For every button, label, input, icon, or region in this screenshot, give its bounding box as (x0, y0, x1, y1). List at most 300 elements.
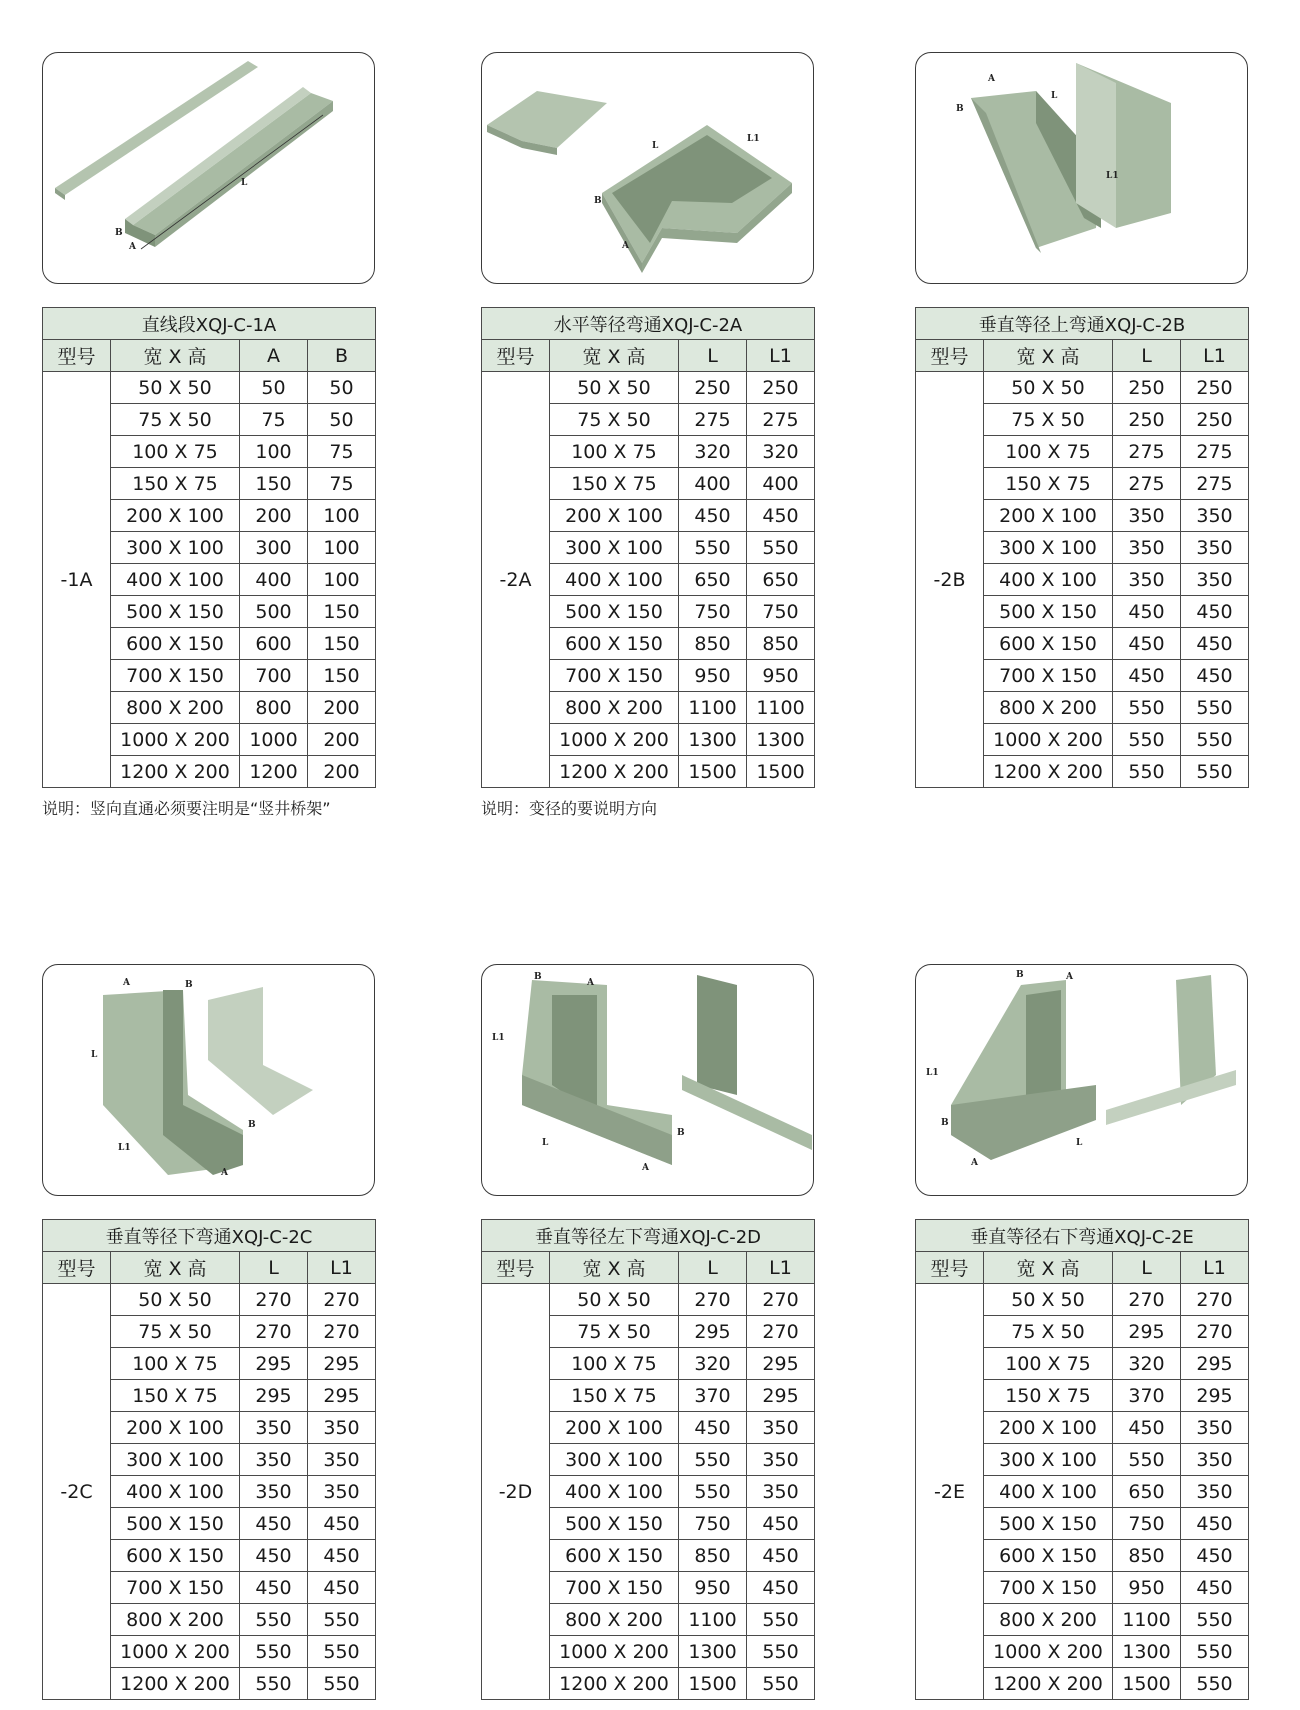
table-cell: 350 (1181, 1476, 1249, 1508)
table-cell: 350 (1181, 500, 1249, 532)
table-cell: 450 (1113, 596, 1181, 628)
table-cell: 150 X 75 (984, 1380, 1113, 1412)
table-cell: 270 (308, 1284, 376, 1316)
spec-table-1a (42, 307, 376, 788)
table-cell: 250 (747, 372, 815, 404)
column-header: 宽 X 高 (984, 340, 1113, 372)
vertical-left-down-elbow-illustration (482, 965, 813, 1195)
dim-label-l1: L1 (926, 1068, 939, 1078)
table-cell: 1300 (679, 724, 747, 756)
table-cell: 1000 X 200 (550, 1636, 679, 1668)
vertical-down-elbow-photo (42, 964, 375, 1196)
table-cell: 370 (1113, 1380, 1181, 1412)
table-cell: 350 (1181, 564, 1249, 596)
table-cell: 600 X 150 (111, 628, 240, 660)
table-cell: 400 X 100 (550, 1476, 679, 1508)
table-cell: 100 (308, 500, 376, 532)
column-header: 型号 (482, 340, 550, 372)
table-cell: 1100 (1113, 1604, 1181, 1636)
dim-label-a: A (622, 241, 629, 251)
table-cell: 50 X 50 (550, 1284, 679, 1316)
dim-label-b: B (956, 104, 964, 114)
table-cell: 295 (1113, 1316, 1181, 1348)
table-cell: 200 (308, 756, 376, 788)
table-cell: 370 (679, 1380, 747, 1412)
table-cell: 270 (1181, 1316, 1249, 1348)
table-cell: 250 (1181, 404, 1249, 436)
table-cell: 350 (1181, 1444, 1249, 1476)
table-cell: 300 X 100 (984, 1444, 1113, 1476)
table-cell: 750 (679, 1508, 747, 1540)
table-cell: 295 (679, 1316, 747, 1348)
table-cell: 350 (747, 1476, 815, 1508)
table-cell: 550 (240, 1604, 308, 1636)
table-row (916, 1284, 1249, 1316)
table-cell: 500 X 150 (550, 596, 679, 628)
table-cell: 550 (679, 1476, 747, 1508)
table-cell: 75 X 50 (550, 404, 679, 436)
table-cell: 450 (240, 1508, 308, 1540)
model-cell: -2E (916, 1284, 984, 1700)
table-cell: 1000 X 200 (550, 724, 679, 756)
table-cell: 200 X 100 (550, 500, 679, 532)
column-header: 宽 X 高 (111, 340, 240, 372)
table-cell: 200 (308, 724, 376, 756)
table-cell: 275 (1113, 468, 1181, 500)
table-cell: 1200 X 200 (111, 1668, 240, 1700)
table-cell: 1300 (679, 1636, 747, 1668)
table-cell: 550 (747, 1668, 815, 1700)
table-cell: 450 (1181, 628, 1249, 660)
straight-tray-illustration (43, 53, 374, 283)
table-cell: 1500 (679, 756, 747, 788)
table-row (482, 372, 815, 404)
table-cell: 150 X 75 (111, 468, 240, 500)
table-cell: 50 X 50 (111, 1284, 240, 1316)
column-header: 型号 (916, 340, 984, 372)
table-cell: 550 (240, 1636, 308, 1668)
table-cell: 100 (308, 532, 376, 564)
table-cell: 1200 X 200 (550, 756, 679, 788)
column-header: L (240, 1252, 308, 1284)
table-cell: 350 (1181, 1412, 1249, 1444)
table-cell: 1000 X 200 (984, 1636, 1113, 1668)
model-cell: -2D (482, 1284, 550, 1700)
product-block-1a (42, 52, 375, 818)
table-cell: 50 X 50 (984, 1284, 1113, 1316)
table-cell: 250 (1113, 404, 1181, 436)
table-cell: 700 X 150 (984, 1572, 1113, 1604)
table-cell: 400 X 100 (111, 1476, 240, 1508)
table-cell: 500 (240, 596, 308, 628)
column-header: 宽 X 高 (550, 1252, 679, 1284)
table-cell: 250 (1181, 372, 1249, 404)
table-cell: 150 (308, 660, 376, 692)
dim-label-b: B (115, 228, 123, 238)
horizontal-elbow-illustration (482, 53, 813, 283)
table-cell: 50 X 50 (984, 372, 1113, 404)
table-cell: 450 (1181, 596, 1249, 628)
dim-label-l: L (1076, 1138, 1083, 1148)
table-cell: 450 (1181, 1572, 1249, 1604)
table-cell: 450 (1113, 628, 1181, 660)
table-cell: 1100 (679, 692, 747, 724)
horizontal-elbow-photo (481, 52, 814, 284)
table-cell: 150 (308, 596, 376, 628)
column-header: L1 (1181, 340, 1249, 372)
table-cell: 295 (747, 1348, 815, 1380)
table-cell: 550 (1181, 724, 1249, 756)
table-cell: 450 (747, 1540, 815, 1572)
table-cell: 75 (308, 436, 376, 468)
dim-label-a: A (971, 1158, 978, 1168)
table-title: 直线段XQJ-C-1A (43, 308, 376, 340)
table-cell: 400 X 100 (550, 564, 679, 596)
model-cell: -2C (43, 1284, 111, 1700)
table-cell: 1500 (747, 756, 815, 788)
dim-label-b: B (677, 1128, 685, 1138)
table-cell: 450 (308, 1508, 376, 1540)
dim-label-a: A (988, 74, 995, 84)
model-cell: -1A (43, 372, 111, 788)
table-cell: 350 (308, 1476, 376, 1508)
table-cell: 275 (1181, 468, 1249, 500)
table-cell: 700 X 150 (984, 660, 1113, 692)
table-cell: 500 X 150 (984, 596, 1113, 628)
table-cell: 100 X 75 (111, 436, 240, 468)
table-cell: 200 X 100 (984, 500, 1113, 532)
dim-label-b: B (1016, 970, 1024, 980)
table-cell: 550 (1113, 692, 1181, 724)
table-cell: 800 X 200 (550, 692, 679, 724)
table-cell: 1200 (240, 756, 308, 788)
table-cell: 50 X 50 (550, 372, 679, 404)
table-cell: 950 (679, 660, 747, 692)
table-cell: 350 (1113, 564, 1181, 596)
table-cell: 700 X 150 (111, 1572, 240, 1604)
dim-label-l: L (91, 1050, 98, 1060)
table-cell: 550 (308, 1604, 376, 1636)
table-cell: 1000 (240, 724, 308, 756)
product-block-2a (481, 52, 814, 818)
table-cell: 550 (1181, 1604, 1249, 1636)
table-cell: 550 (1113, 724, 1181, 756)
table-cell: 150 X 75 (111, 1380, 240, 1412)
table-cell: 100 X 75 (984, 436, 1113, 468)
table-cell: 600 X 150 (111, 1540, 240, 1572)
product-block-2b (915, 52, 1248, 783)
table-cell: 270 (240, 1284, 308, 1316)
table-cell: 295 (240, 1380, 308, 1412)
vertical-right-down-elbow-illustration (916, 965, 1247, 1195)
column-header: A (240, 340, 308, 372)
note-text: 说明：变径的要说明方向 (481, 799, 658, 818)
table-cell: 100 X 75 (111, 1348, 240, 1380)
table-cell: 295 (308, 1380, 376, 1412)
table-cell: 100 (240, 436, 308, 468)
table-cell: 850 (679, 1540, 747, 1572)
table-cell: 320 (747, 436, 815, 468)
table-cell: 275 (1113, 436, 1181, 468)
table-cell: 1300 (1113, 1636, 1181, 1668)
table-cell: 150 X 75 (550, 1380, 679, 1412)
dim-label-b: B (534, 972, 542, 982)
spec-table-2d (481, 1219, 815, 1700)
column-header: 型号 (43, 340, 111, 372)
table-cell: 600 X 150 (550, 1540, 679, 1572)
table-cell: 270 (240, 1316, 308, 1348)
table-cell: 295 (240, 1348, 308, 1380)
table-cell: 270 (1113, 1284, 1181, 1316)
table-cell: 800 X 200 (550, 1604, 679, 1636)
table-cell: 400 X 100 (984, 1476, 1113, 1508)
dim-label-b: B (594, 196, 602, 206)
table-cell: 750 (747, 596, 815, 628)
table-cell: 450 (747, 1508, 815, 1540)
table-row (482, 1284, 815, 1316)
spec-table-2e (915, 1219, 1249, 1700)
table-cell: 800 X 200 (984, 1604, 1113, 1636)
table-cell: 1500 (1113, 1668, 1181, 1700)
dim-label-a: A (129, 242, 136, 252)
table-cell: 270 (308, 1316, 376, 1348)
table-cell: 250 (679, 372, 747, 404)
table-cell: 295 (308, 1348, 376, 1380)
table-cell: 350 (308, 1444, 376, 1476)
table-cell: 150 (240, 468, 308, 500)
table-cell: 320 (679, 1348, 747, 1380)
table-cell: 320 (1113, 1348, 1181, 1380)
product-block-2c (42, 964, 375, 1695)
table-cell: 700 X 150 (550, 1572, 679, 1604)
table-cell: 600 X 150 (984, 1540, 1113, 1572)
column-header: 型号 (482, 1252, 550, 1284)
vertical-down-elbow-illustration (43, 965, 374, 1195)
table-cell: 350 (308, 1412, 376, 1444)
table-cell: 100 (308, 564, 376, 596)
table-cell: 350 (240, 1444, 308, 1476)
table-cell: 950 (1113, 1572, 1181, 1604)
table-cell: 450 (1181, 1540, 1249, 1572)
table-title: 垂直等径下弯通XQJ-C-2C (43, 1220, 376, 1252)
table-cell: 200 X 100 (111, 500, 240, 532)
table-cell: 350 (747, 1444, 815, 1476)
table-cell: 600 (240, 628, 308, 660)
table-cell: 1300 (747, 724, 815, 756)
column-header: 宽 X 高 (550, 340, 679, 372)
column-header: L (679, 1252, 747, 1284)
product-block-2e (915, 964, 1248, 1695)
table-cell: 1000 X 200 (111, 1636, 240, 1668)
table-cell: 950 (747, 660, 815, 692)
table-row (43, 1284, 376, 1316)
table-cell: 275 (679, 404, 747, 436)
table-cell: 50 X 50 (111, 372, 240, 404)
table-cell: 50 (308, 404, 376, 436)
dim-label-l: L (542, 1138, 549, 1148)
dim-label-l1: L1 (492, 1033, 505, 1043)
table-cell: 550 (308, 1668, 376, 1700)
table-cell: 275 (1181, 436, 1249, 468)
table-cell: 550 (679, 1444, 747, 1476)
table-cell: 550 (1113, 1444, 1181, 1476)
table-cell: 450 (747, 500, 815, 532)
table-cell: 1200 X 200 (984, 1668, 1113, 1700)
table-cell: 450 (679, 500, 747, 532)
column-header: L1 (747, 1252, 815, 1284)
table-cell: 100 X 75 (550, 1348, 679, 1380)
table-cell: 300 (240, 532, 308, 564)
table-cell: 400 X 100 (111, 564, 240, 596)
vertical-left-down-elbow-photo (481, 964, 814, 1196)
table-cell: 550 (1181, 1668, 1249, 1700)
table-cell: 850 (679, 628, 747, 660)
table-cell: 300 X 100 (111, 532, 240, 564)
table-cell: 300 X 100 (111, 1444, 240, 1476)
table-cell: 550 (747, 1604, 815, 1636)
dim-label-b: B (185, 980, 193, 990)
table-cell: 800 X 200 (111, 1604, 240, 1636)
table-title: 垂直等径上弯通XQJ-C-2B (916, 308, 1249, 340)
table-cell: 250 (1113, 372, 1181, 404)
table-cell: 850 (1113, 1540, 1181, 1572)
dim-label-b: B (248, 1120, 256, 1130)
table-cell: 350 (1113, 532, 1181, 564)
table-cell: 450 (240, 1572, 308, 1604)
table-cell: 200 X 100 (550, 1412, 679, 1444)
table-cell: 550 (308, 1636, 376, 1668)
table-cell: 300 X 100 (984, 532, 1113, 564)
table-cell: 300 X 100 (550, 532, 679, 564)
model-cell: -2A (482, 372, 550, 788)
table-cell: 295 (1181, 1380, 1249, 1412)
table-row (43, 372, 376, 404)
table-cell: 500 X 150 (111, 596, 240, 628)
dim-label-b: B (941, 1118, 949, 1128)
table-cell: 270 (747, 1316, 815, 1348)
table-row (916, 372, 1249, 404)
table-cell: 75 X 50 (111, 404, 240, 436)
table-cell: 150 X 75 (984, 468, 1113, 500)
table-cell: 700 X 150 (550, 660, 679, 692)
table-cell: 320 (679, 436, 747, 468)
table-cell: 400 (240, 564, 308, 596)
table-title: 水平等径弯通XQJ-C-2A (482, 308, 815, 340)
table-cell: 800 (240, 692, 308, 724)
table-cell: 450 (1181, 1508, 1249, 1540)
table-cell: 100 X 75 (984, 1348, 1113, 1380)
table-cell: 650 (747, 564, 815, 596)
table-cell: 200 X 100 (984, 1412, 1113, 1444)
table-cell: 550 (679, 532, 747, 564)
table-cell: 750 (1113, 1508, 1181, 1540)
column-header: L1 (308, 1252, 376, 1284)
table-cell: 650 (1113, 1476, 1181, 1508)
dim-label-a: A (1066, 972, 1073, 982)
column-header: L (1113, 1252, 1181, 1284)
table-cell: 500 X 150 (550, 1508, 679, 1540)
table-cell: 100 X 75 (550, 436, 679, 468)
table-cell: 270 (679, 1284, 747, 1316)
table-cell: 75 (240, 404, 308, 436)
dim-label-a: A (642, 1163, 649, 1173)
dim-label-l: L (241, 178, 248, 188)
table-cell: 275 (747, 404, 815, 436)
table-cell: 500 X 150 (984, 1508, 1113, 1540)
table-cell: 550 (1181, 1636, 1249, 1668)
dim-label-a: A (587, 978, 594, 988)
table-cell: 270 (1181, 1284, 1249, 1316)
table-cell: 800 X 200 (111, 692, 240, 724)
dim-label-l1: L1 (118, 1143, 131, 1153)
table-cell: 450 (308, 1572, 376, 1604)
table-cell: 750 (679, 596, 747, 628)
table-cell: 700 (240, 660, 308, 692)
dim-label-l: L (652, 141, 659, 151)
table-cell: 850 (747, 628, 815, 660)
column-header: 型号 (916, 1252, 984, 1284)
table-cell: 600 X 150 (550, 628, 679, 660)
table-cell: 1200 X 200 (111, 756, 240, 788)
table-cell: 1000 X 200 (111, 724, 240, 756)
table-cell: 75 X 50 (111, 1316, 240, 1348)
dim-label-l: L (1051, 91, 1058, 101)
column-header: L (679, 340, 747, 372)
table-cell: 295 (1181, 1348, 1249, 1380)
table-cell: 450 (747, 1572, 815, 1604)
table-cell: 350 (1113, 500, 1181, 532)
table-cell: 270 (747, 1284, 815, 1316)
product-block-2d (481, 964, 814, 1695)
table-cell: 200 (240, 500, 308, 532)
table-cell: 400 X 100 (984, 564, 1113, 596)
table-cell: 450 (1113, 1412, 1181, 1444)
table-cell: 200 X 100 (111, 1412, 240, 1444)
spec-table-2a (481, 307, 815, 788)
table-cell: 300 X 100 (550, 1444, 679, 1476)
model-cell: -2B (916, 372, 984, 788)
column-header: L (1113, 340, 1181, 372)
table-cell: 350 (1181, 532, 1249, 564)
dim-label-l1: L1 (747, 134, 760, 144)
table-cell: 800 X 200 (984, 692, 1113, 724)
table-cell: 1200 X 200 (984, 756, 1113, 788)
table-cell: 450 (1113, 660, 1181, 692)
straight-tray-photo (42, 52, 375, 284)
table-cell: 450 (679, 1412, 747, 1444)
table-cell: 550 (747, 532, 815, 564)
table-cell: 450 (240, 1540, 308, 1572)
note-text: 说明：竖向直通必须要注明是“竖井桥架” (42, 799, 331, 818)
table-cell: 650 (679, 564, 747, 596)
table-cell: 50 (308, 372, 376, 404)
spec-table-2c (42, 1219, 376, 1700)
dim-label-a: A (221, 1168, 228, 1178)
spec-table-2b (915, 307, 1249, 788)
column-header: 型号 (43, 1252, 111, 1284)
table-cell: 450 (1181, 660, 1249, 692)
table-cell: 350 (240, 1476, 308, 1508)
table-cell: 75 X 50 (984, 1316, 1113, 1348)
table-cell: 500 X 150 (111, 1508, 240, 1540)
table-cell: 75 (308, 468, 376, 500)
table-cell: 350 (240, 1412, 308, 1444)
vertical-up-elbow-photo (915, 52, 1248, 284)
table-cell: 950 (679, 1572, 747, 1604)
table-cell: 700 X 150 (111, 660, 240, 692)
table-cell: 550 (747, 1636, 815, 1668)
table-cell: 150 X 75 (550, 468, 679, 500)
